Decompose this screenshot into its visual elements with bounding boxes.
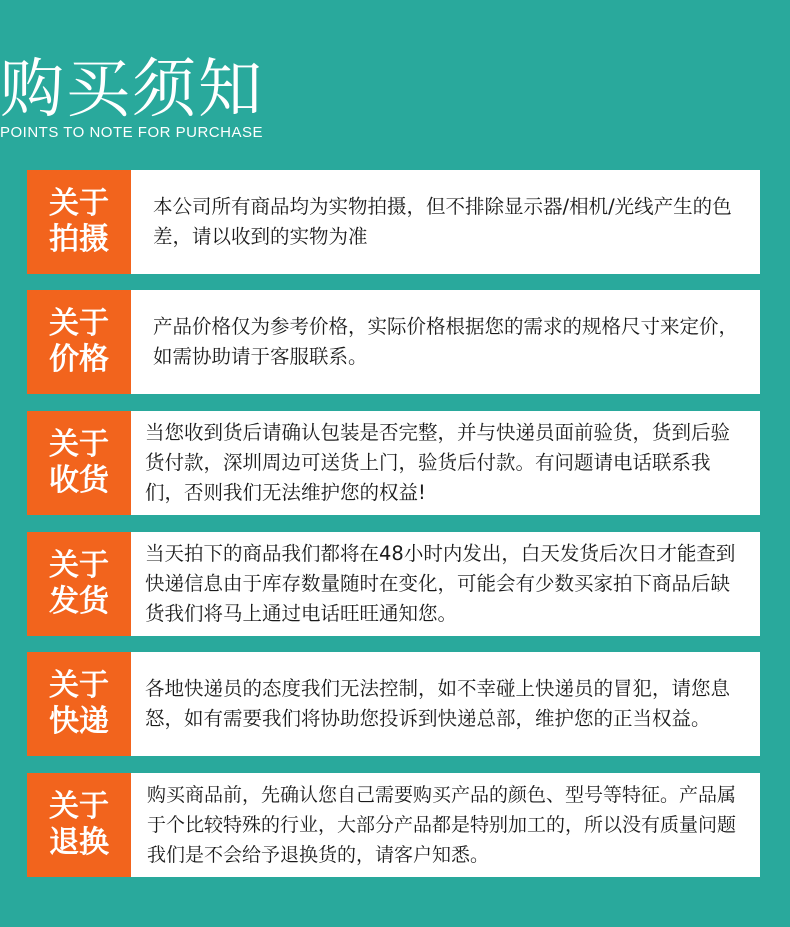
- notice-text: 当您收到货后请确认包装是否完整，并与快递员面前验货，货到后验货付款，深圳周边可送货上门，验货后付款。有问题请电话联系我们，否则我们无法维护您的权益!: [145, 421, 731, 504]
- notice-card-price: [27, 290, 760, 394]
- tag-line-2: 拍摄: [49, 222, 109, 257]
- notice-tag: [27, 773, 131, 877]
- tag-line-2: 快递: [49, 704, 109, 739]
- notice-tag: [27, 170, 131, 274]
- tag-line-1: 关于: [49, 548, 109, 583]
- notice-text: 购买商品前，先确认您自己需要购买产品的颜色、型号等特征。产品属于个比较特殊的行业，大部分产品都是特别加工的，所以没有质量问题我们是不会给予退换货的，请客户知悉。: [147, 784, 737, 866]
- notice-text: 本公司所有商品均为实物拍摄，但不排除显示器/相机/光线产生的色差，请以收到的实物为准: [153, 195, 732, 248]
- notice-tag: [27, 532, 131, 636]
- notice-card-returns: [27, 773, 760, 877]
- tag-line-2: 发货: [49, 584, 109, 619]
- notice-text: 各地快递员的态度我们无法控制，如不幸碰上快递员的冒犯，请您息怒，如有需要我们将协助您投诉到快递总部，维护您的正当权益。: [145, 677, 731, 730]
- notice-tag: [27, 411, 131, 515]
- notice-text: 当天拍下的商品我们都将在48小时内发出，白天发货后次日才能查到快递信息由于库存数量随时在变化，可能会有少数买家拍下商品后缺货我们将马上通过电话旺旺通知您。: [145, 542, 736, 625]
- notice-card-courier: [27, 652, 760, 756]
- tag-line-1: 关于: [49, 306, 109, 341]
- notice-card-photography: [27, 170, 760, 274]
- notice-text: 产品价格仅为参考价格，实际价格根据您的需求的规格尺寸来定价，如需协助请于客服联系。: [153, 315, 739, 368]
- tag-line-1: 关于: [49, 668, 109, 703]
- notice-tag: [27, 652, 131, 756]
- tag-line-2: 收货: [49, 463, 109, 498]
- tag-line-1: 关于: [49, 427, 109, 462]
- tag-line-1: 关于: [49, 186, 109, 221]
- notice-card-receiving: [27, 411, 760, 515]
- tag-line-2: 退换: [49, 825, 109, 860]
- tag-line-1: 关于: [49, 789, 109, 824]
- page-subtitle: POINTS TO NOTE FOR PURCHASE: [0, 124, 263, 141]
- notice-card-shipping: [27, 532, 760, 636]
- notice-tag: [27, 290, 131, 394]
- tag-line-2: 价格: [49, 342, 109, 377]
- page-title: 购买须知: [0, 53, 264, 127]
